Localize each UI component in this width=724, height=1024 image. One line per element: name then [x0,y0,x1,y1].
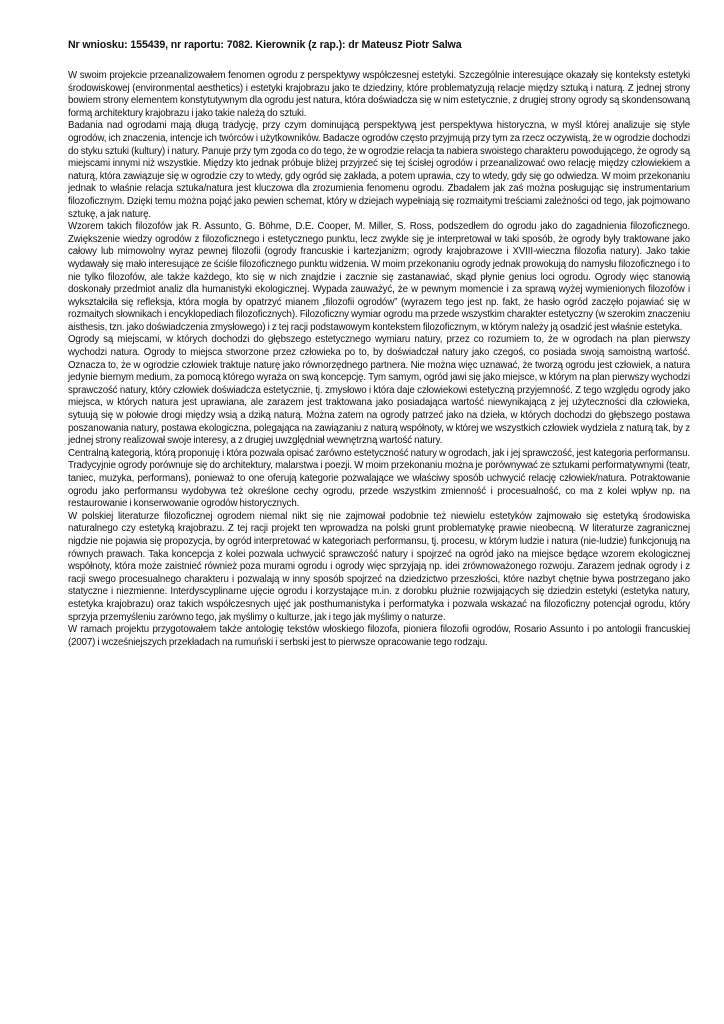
paragraph: W ramach projektu przygotowałem także antologię tekstów włoskiego filozofa, pioniera filozofii ogrodów, Rosario Assunto i po antologii francuskiej (2007) i wcześniejszych przekładach na rumuński i serbski jest to pierwsze opracowanie tego rodzaju. [68,624,690,648]
paragraph: Wzorem takich filozofów jak R. Assunto, G. Böhme, D.E. Cooper, M. Miller, S. Ross, podszedłem do ogrodu jako do zagadnienia filozoficznego. Zwiększenie wiedzy ogrodów z filozoficznego i estetycznego punktu, lecz zwykle się je interpretował w taki sposób, że ogrody były traktowane jako całowy lub mimowolny wyraz pewnej filozofii (ogrody francuskie i kartezjanizm; ogrody krajobrazowe i XVIII-wieczna filozofia natury). Jako takie wydawały się mało interesujące ze ściśle filozoficznego punktu widzenia. W moim przekonaniu ogrody jednak prowokują do namysłu filozoficznego i to nie tylko filozofów, ale także każdego, kto się w nich znajdzie i zacznie się zastanawiać, skąd płynie genius loci ogrodu. Ogrody więc stanowią doskonały przedmiot analiz dla humanistyki ekologicznej. Wypada zauważyć, że w pewnym momencie i za sprawą wyżej wymienionych filozofów i wykształciła się refleksja, która mogła by opatrzyć mianem „filozofii ogrodów” (wyrazem tego jest np. fakt, że hasło ogród zaczęło pojawiać się w rozmaitych słownikach i encyklopediach filozoficznych). Filozoficzny wymiar ogrodu ma przede wszystkim charakter estetyczny (w szerokim znaczeniu aisthesis, tzn. jako doświadczenia zmysłowego) i z tej racji podstawowym kontekstem filozoficznym, w którym należy ją osadzić jest właśnie estetyka. [68,221,690,333]
paragraph: Ogrody są miejscami, w których dochodzi do głębszego estetycznego wymiaru natury, przez co rozumiem to, że w ogrodach na plan pierwszy wychodzi natura. Ogrody to miejsca stworzone przez człowieka po to, by doświadczał natury jako czegoś, co posiada swoją samoistną wartość. Oznacza to, że w ogrodzie człowiek traktuje naturę jako równorzędnego partnera. Nie można więc uznawać, że tworzą ogrodu jest człowiek, a natura jedynie biernym medium, za pomocą którego wyraża on swą koncepcję. Tym samym, ogród jawi się jako miejsce, w którym na plan pierwszy wychodzi sprawczość natury, który człowiek doświadcza estetycznie, tj. zmysłowo i która daje człowiekowi estetyczną przyjemność. Z tego względu ogrody jako miejsca, w których natura jest uprawiana, ale zarazem jest traktowana jako posiadająca wartość niewynikającą z jej użyteczności dla człowieka, sytuują się w połowie drogi między wsią a dziką naturą. Można zatem na ogrody patrzeć jako na dzieła, w których dochodzi do głębszego postawa poszanowania natury, postawa ekologiczna, polegająca na zawiązaniu z naturą współnoty, w której we wszystkich człowiek wydziela z naturą tak, by z jednej strony realizował swoje interesy, a z drugiej uwzględniał wewnętrzną wartość natury. [68,334,690,447]
report-body [68,70,690,649]
paragraph: W swoim projekcie przeanalizowałem fenomen ogrodu z perspektywy współczesnej estetyki. Szczególnie interesujące okazały się konteksty estetyki środowiskowej (environmental aesthetics) i estetyki krajobrazu jako te dziedziny, które problematyzują relacje między sztuką i naturą. Z jednej strony bowiem strony elementem konstytutywnym dla ogrodu jest natura, która doświadcza się w nim estetycznie, z drugiej strony ogrody są skondensowaną formą architektury krajobrazu i jako takie należą do sztuki. [68,70,690,119]
paragraph: Badania nad ogrodami mają długą tradycję, przy czym dominującą perspektywą jest perspektywa historyczna, w myśl której analizuje się style ogrodów, ich znaczenia, intencje ich twórców i użytkowników. Badacze ogrodów często przyjmują przy tym za rzecz oczywistą, że w ogrodzie dochodzi do styku sztuki (kultury) i natury. Panuje przy tym zgoda co do tego, że w ogrodzie relacja ta nabiera swoistego charakteru powodującego, że ogrody są miejscami innymi niż wszystkie. Między kto jednak próbuje bliżej przyjrzeć się tej ścisłej ogrodów i przeanalizować owo relację między człowiekiem a naturą, która zawiązuje się w ogrodzie czy to wtedy, gdy ogród się zakłada, a potem uprawia, czy to wtedy, gdy się go odwiedza. W moim przekonaniu jednak to właśnie relacja sztuka/natura jest kluczowa dla zrozumienia fenomenu ogrodu. Zbadałem jak zaś można posługując się instrumentarium filozoficznym. Dzięki temu można pojąć jako pewien schemat, który w dziejach wypełniają się rozmaitymi treściami zależności od tego, jak pojmowano sztukę, a jak naturę. [68,120,690,220]
report-header: Nr wniosku: 155439, nr raportu: 7082. Kierownik (z rap.): dr Mateusz Piotr Salwa [68,39,462,51]
paragraph: Centralną kategorią, którą proponuję i która pozwala opisać zarówno estetyczność natury w ogrodach, jak i jej sprawczość, jest kategoria performansu. Tradycyjnie ogrody porównuje się do architektury, malarstwa i poezji. W moim przekonaniu można je porównywać ze sztukami performatywnymi (teatr, taniec, muzyka, performans), ponieważ to one oferują kategorie pozwalające we właściwy sposób uchwycić relację człowiek/natura. Potraktowanie ogrodu jako performansu wydobywa też określone cechy ogrodu, przede wszystkim zmienność i procesualność, co ma z kolei wpływ np. na restaurowanie i konserwowanie ogrodów historycznych. [68,447,690,510]
document-page [68,38,690,649]
paragraph: W polskiej literaturze filozoficznej ogrodem niemal nikt się nie zajmował podobnie też niewielu estetyków zajmowało się estetyką środowiska naturalnego czy estetyką krajobrazu. Z tej racji projekt ten wprowadza na polski grunt problematykę prawie nieobecną. W literaturze zagranicznej nigdzie nie pojawia się propozycja, by ogród interpretować w kategoriach performansu, tj. procesu, w którym ludzie i natura (nie-ludzie) funkcjonują na równych prawach. Taka koncepcja z kolei pozwala uchwycić sprawczość natury i spojrzeć na ogród jako na miejsce będące wzorem ekologicznej współnoty, która może zaistnieć również poza murami ogrodu i ogrody więc sprzyjają np. idei zrównoważonego rozwoju. Zarazem jednak ogrody i z racji swego procesualnego charakteru i pozwalają w inny sposób spojrzeć na dziedzictwo przeszłości, które nazbyt chętnie bywa postrzegano jako statyczne i niezmienne. Interdyscyplinarne ujęcie ogrodu i korzystające m.in. z dorobku płużnie rozwijających się dziedzin estetyki (estetyka natury, estetyka krajobrazu) oraz takich współczesnych ujęć jak posthumanistyka i performatyka i pozwala wskazać na filozoficzny potencjał ogrodu, który sprzyja przemyśleniu zarówno tego, jak myślimy o kulturze, jak i tego jak myślimy o naturze. [68,510,690,623]
